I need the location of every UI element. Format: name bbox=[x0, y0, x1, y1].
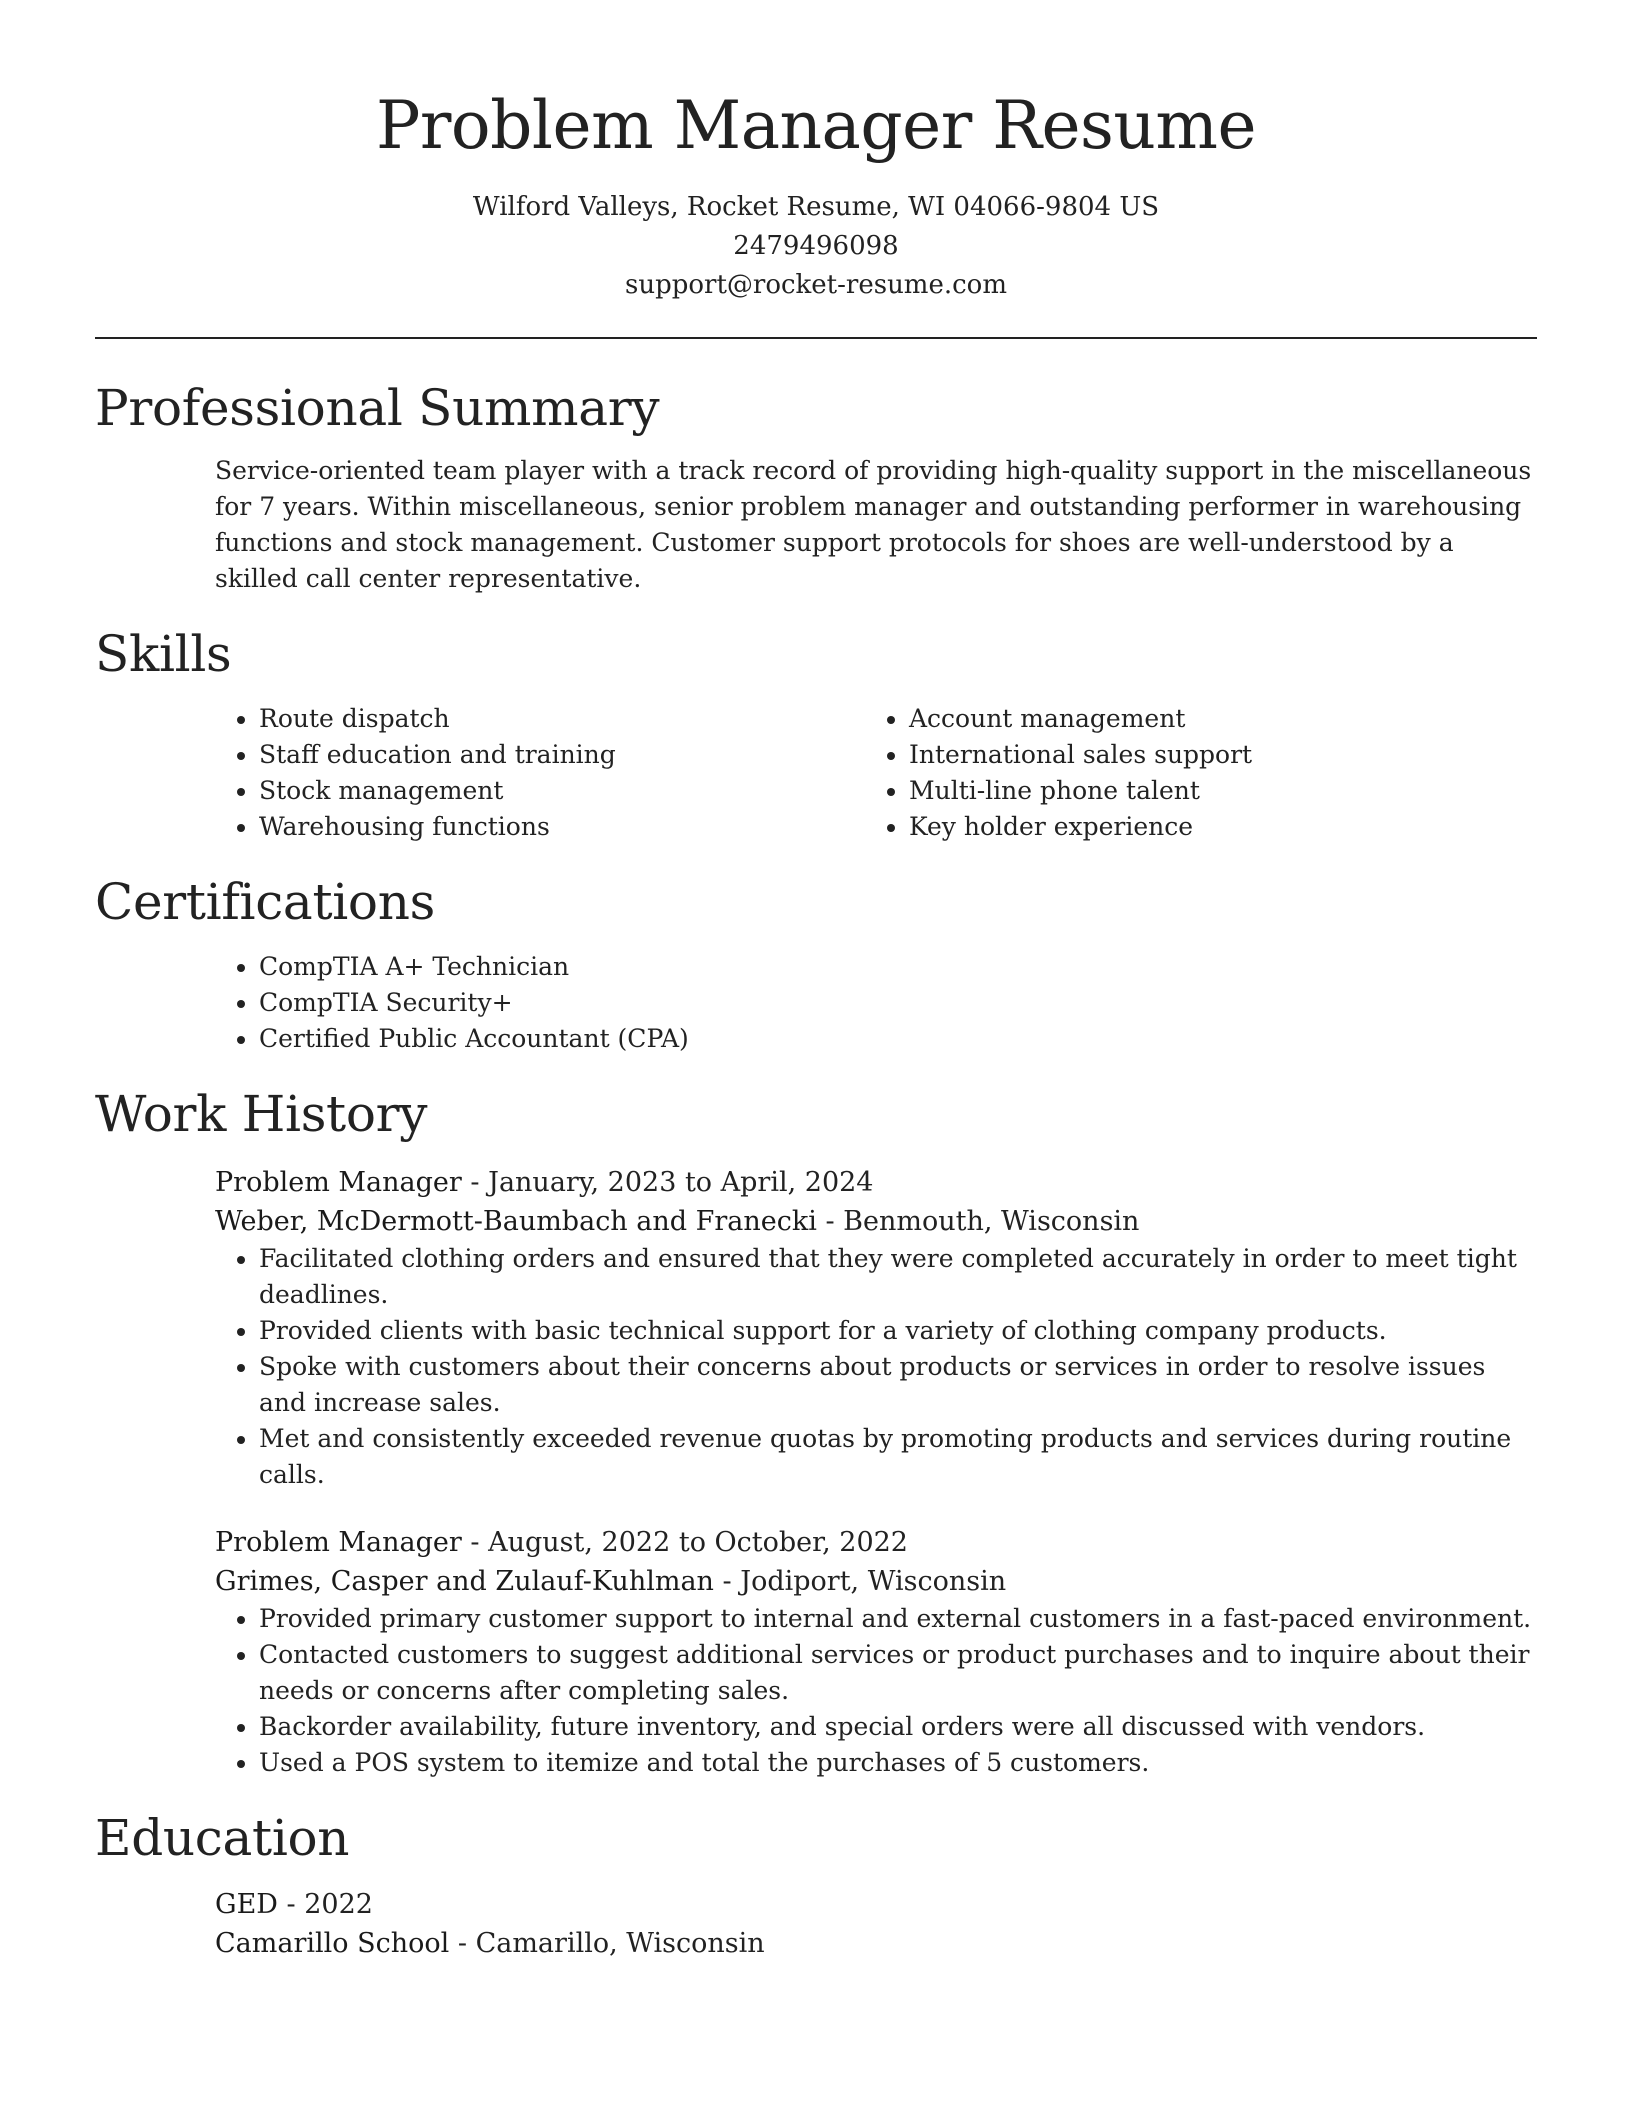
summary-section bbox=[95, 375, 1537, 597]
education-location: Camarillo, Wisconsin bbox=[475, 1928, 765, 1959]
job-title: Problem Manager bbox=[215, 1167, 462, 1198]
certifications-heading: Certifications bbox=[95, 873, 435, 931]
job-dates: January, 2023 to April, 2024 bbox=[488, 1167, 874, 1198]
job-title-line bbox=[215, 1523, 1537, 1562]
job-location: Jodiport, Wisconsin bbox=[740, 1566, 1007, 1597]
work-history-heading: Work History bbox=[95, 1085, 428, 1143]
list-item: • Key holder experience bbox=[909, 809, 1515, 845]
header-divider bbox=[95, 337, 1537, 339]
skills-list-left bbox=[215, 701, 865, 845]
skills-grid bbox=[215, 701, 1537, 845]
job-company: Weber, McDermott-Baumbach and Franecki bbox=[215, 1206, 817, 1237]
list-item: • Spoke with customers about their concerns about products or services in order to resolve issues and increase sales. bbox=[259, 1349, 1537, 1421]
job-location: Benmouth, Wisconsin bbox=[843, 1206, 1140, 1237]
certifications-list bbox=[215, 949, 1537, 1057]
contact-phone: 2479496098 bbox=[733, 231, 899, 261]
list-item: • Multi-line phone talent bbox=[909, 773, 1515, 809]
list-item: • Staff education and training bbox=[259, 737, 865, 773]
resume-header bbox=[95, 0, 1537, 305]
list-item: • Account management bbox=[909, 701, 1515, 737]
separator: - bbox=[722, 1566, 741, 1597]
job-bullets bbox=[215, 1601, 1537, 1781]
separator: - bbox=[457, 1928, 476, 1959]
education-school: Camarillo School bbox=[215, 1928, 450, 1959]
separator: - bbox=[470, 1167, 489, 1198]
list-item: • CompTIA A+ Technician bbox=[259, 949, 1537, 985]
separator: - bbox=[825, 1206, 844, 1237]
summary-body bbox=[95, 453, 1537, 597]
job-entry bbox=[95, 1163, 1537, 1493]
skills-column-right bbox=[865, 701, 1515, 845]
skills-body bbox=[95, 701, 1537, 845]
summary-heading: Professional Summary bbox=[95, 379, 660, 437]
education-section bbox=[95, 1805, 1537, 1963]
job-dates: August, 2022 to October, 2022 bbox=[488, 1527, 908, 1558]
list-item: • Route dispatch bbox=[259, 701, 865, 737]
list-item: • Provided clients with basic technical support for a variety of clothing company products. bbox=[259, 1313, 1537, 1349]
summary-text: Service-oriented team player with a track record of providing high-quality support in the miscellaneous for 7 years. Within miscellaneous, senior problem manager and outstanding performer in warehousing functions and stock management. Customer support protocols for shoes are well-understood by a skilled call center representative. bbox=[215, 456, 1532, 593]
skills-section bbox=[95, 621, 1537, 845]
job-title-line bbox=[215, 1163, 1537, 1202]
job-company-line bbox=[215, 1202, 1537, 1241]
list-item: • Backorder availability, future inventory, and special orders were all discussed with vendors. bbox=[259, 1709, 1537, 1745]
education-body bbox=[95, 1885, 1537, 1963]
page-title: Problem Manager Resume bbox=[375, 87, 1257, 164]
job-entry bbox=[95, 1523, 1537, 1781]
job-company: Grimes, Casper and Zulauf-Kuhlman bbox=[215, 1566, 714, 1597]
education-degree-line bbox=[215, 1885, 1537, 1924]
list-item: • Provided primary customer support to internal and external customers in a fast-paced environment. bbox=[259, 1601, 1537, 1637]
list-item: • Contacted customers to suggest additional services or product purchases and to inquire about their needs or concerns after completing sales. bbox=[259, 1637, 1537, 1709]
education-heading: Education bbox=[95, 1809, 350, 1867]
list-item: • Met and consistently exceeded revenue quotas by promoting products and services during routine calls. bbox=[259, 1421, 1537, 1493]
contact-email: support@rocket-resume.com bbox=[624, 270, 1007, 300]
job-bullets bbox=[215, 1241, 1537, 1493]
job-company-line bbox=[215, 1562, 1537, 1601]
education-degree: GED bbox=[215, 1889, 278, 1920]
contact-address: Wilford Valleys, Rocket Resume, WI 04066-9804 US bbox=[472, 192, 1160, 222]
contact-block bbox=[95, 188, 1537, 305]
education-school-line bbox=[215, 1924, 1537, 1963]
skills-list-right bbox=[865, 701, 1515, 845]
list-item: • Used a POS system to itemize and total the purchases of 5 customers. bbox=[259, 1745, 1537, 1781]
certifications-section bbox=[95, 869, 1537, 1057]
list-item: • CompTIA Security+ bbox=[259, 985, 1537, 1021]
list-item: • Facilitated clothing orders and ensured that they were completed accurately in order to meet tight deadlines. bbox=[259, 1241, 1537, 1313]
list-item: • International sales support bbox=[909, 737, 1515, 773]
certifications-body bbox=[95, 949, 1537, 1057]
list-item: • Certified Public Accountant (CPA) bbox=[259, 1021, 1537, 1057]
separator: - bbox=[286, 1889, 305, 1920]
skills-column-left bbox=[215, 701, 865, 845]
list-item: • Stock management bbox=[259, 773, 865, 809]
separator: - bbox=[470, 1527, 489, 1558]
education-year: 2022 bbox=[304, 1889, 373, 1920]
job-title: Problem Manager bbox=[215, 1527, 462, 1558]
work-history-section bbox=[95, 1081, 1537, 1781]
list-item: • Warehousing functions bbox=[259, 809, 865, 845]
skills-heading: Skills bbox=[95, 625, 232, 683]
